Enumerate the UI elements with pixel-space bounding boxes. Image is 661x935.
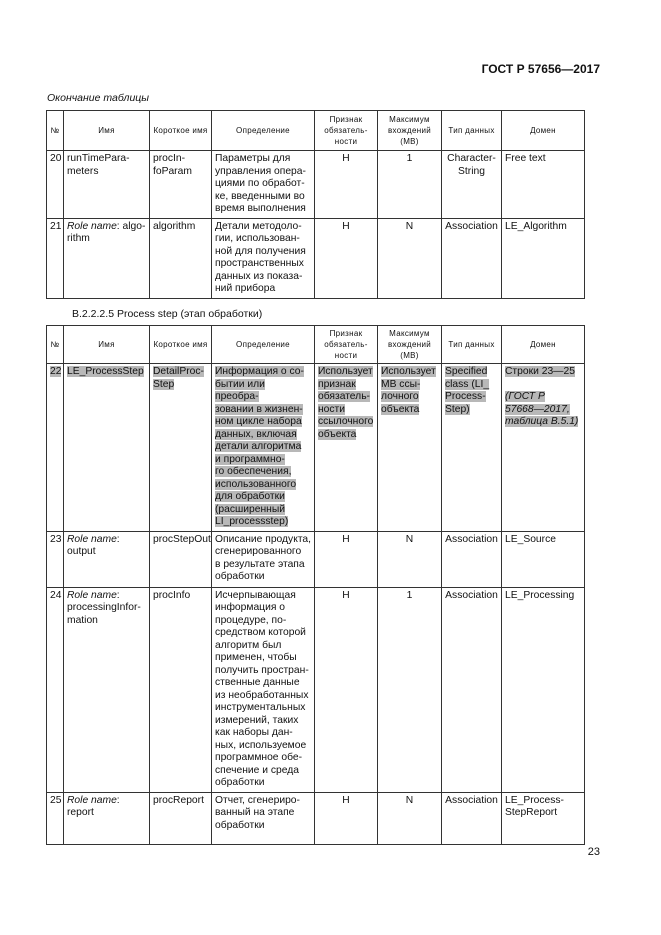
col-header-domain: Домен [502, 111, 585, 151]
highlight-text: 22 [50, 366, 62, 377]
cell-max: 1 [378, 151, 442, 219]
col-header-type: Тип данных [442, 326, 502, 364]
cell-type: Association [442, 587, 502, 792]
table-caption-end: Окончание таблицы [47, 92, 150, 104]
cell-oblig: Н [315, 792, 378, 844]
cell-short [150, 364, 212, 532]
table-row [47, 151, 585, 219]
cell-domain: LE_Processing [502, 587, 585, 792]
cell-oblig: Н [315, 531, 378, 587]
section-caption: B.2.2.2.5 Process step (этап обработки) [72, 308, 263, 320]
cell-short: procIn- foParam [150, 151, 212, 219]
cell-domain: LE_Process- StepReport [502, 792, 585, 844]
col-header-num: № [47, 111, 64, 151]
col-header-def: Определение [212, 111, 315, 151]
table-continuation [46, 110, 585, 299]
cell-type: Association [442, 218, 502, 298]
highlight-text: Использует признак обязатель- ности ссылочного объекта [318, 366, 374, 440]
cell-short: algorithm [150, 218, 212, 298]
col-header-num: № [47, 326, 64, 364]
cell-domain: LE_Algorithm [502, 218, 585, 298]
cell-short: procInfo [150, 587, 212, 792]
cell-name: runTimePara- meters [64, 151, 150, 219]
cell-type: Association [442, 792, 502, 844]
cell-oblig: Н [315, 218, 378, 298]
highlight-text: Использует МВ ссы- лочного объекта [381, 366, 436, 415]
cell-num [47, 364, 64, 532]
cell-num: 21 [47, 218, 64, 298]
cell-num: 24 [47, 587, 64, 792]
highlight-text: Строки 23—25 [505, 366, 575, 377]
cell-def: Исчерпывающая информация о процедуре, по- средством которой алгоритм был применен, чтобы получить простран- ственные данные из необработанных инструментальных измерений, таких как наборы дан- ных, используемое программное обе- спечение и среда обработки [212, 587, 315, 792]
cell-max: 1 [378, 587, 442, 792]
col-header-short: Короткое имя [150, 326, 212, 364]
role-name-label: Role name [67, 533, 117, 545]
table-row [47, 218, 585, 298]
cell-oblig [315, 364, 378, 532]
cell-name [64, 218, 150, 298]
cell-name [64, 364, 150, 532]
highlight-text: LE_ProcessStep [67, 366, 144, 377]
col-header-type: Тип данных [442, 111, 502, 151]
highlight-text: Информация о со- бытии или преобра- зовании в жизнен- ном цикле набора данных, включая детали алгоритма и программно- го обеспечения, использованного для обработки (расширенный LI_processstep) [215, 366, 304, 527]
cell-oblig: Н [315, 151, 378, 219]
cell-short: procReport [150, 792, 212, 844]
cell-max [378, 364, 442, 532]
cell-num: 25 [47, 792, 64, 844]
cell-oblig: Н [315, 587, 378, 792]
cell-short: procStepOut [150, 531, 212, 587]
table-row [47, 792, 585, 844]
cell-max: N [378, 218, 442, 298]
cell-num: 20 [47, 151, 64, 219]
highlight-text: Specified class (LI_ Process- Step) [445, 366, 490, 415]
standard-header: ГОСТ Р 57656—2017 [481, 62, 600, 76]
col-header-oblig: Признак обязатель- ности [315, 111, 378, 151]
table-header-row [47, 326, 585, 364]
col-header-oblig: Признак обязатель- ности [315, 326, 378, 364]
col-header-domain: Домен [502, 326, 585, 364]
role-name-value: : report [67, 794, 120, 818]
cell-domain: Free text [502, 151, 585, 219]
cell-domain [502, 364, 585, 532]
highlight-text: DetailProc- Step [153, 366, 204, 390]
col-header-max: Максимум вхождений (МВ) [378, 326, 442, 364]
cell-name [64, 587, 150, 792]
table-header-row [47, 111, 585, 151]
cell-max: N [378, 531, 442, 587]
table-row [47, 531, 585, 587]
col-header-name: Имя [64, 111, 150, 151]
cell-type: Character- String [442, 151, 502, 219]
table-row-highlighted [47, 364, 585, 532]
cell-domain: LE_Source [502, 531, 585, 587]
table-process-step [46, 325, 585, 845]
col-header-short: Короткое имя [150, 111, 212, 151]
cell-def: Описание продукта, сгенерированного в результате этапа обработки [212, 531, 315, 587]
role-name-label: Role name [67, 589, 117, 601]
cell-def: Параметры для управления опера- циями по обработ- ке, введенными во время выполнения [212, 151, 315, 219]
col-header-def: Определение [212, 326, 315, 364]
col-header-name: Имя [64, 326, 150, 364]
cell-num: 23 [47, 531, 64, 587]
page-number: 23 [587, 846, 600, 858]
cell-def: Отчет, сгенериро- ванный на этапе обработки [212, 792, 315, 844]
col-header-max: Максимум вхождений (МВ) [378, 111, 442, 151]
role-name-label: Role name [67, 794, 117, 806]
cell-type [442, 364, 502, 532]
role-name-value: : processingInfor- mation [67, 589, 141, 626]
role-name-value: : algo- rithm [67, 220, 146, 244]
cell-def [212, 364, 315, 532]
cell-name [64, 531, 150, 587]
cell-name [64, 792, 150, 844]
cell-type: Association [442, 531, 502, 587]
role-name-value: : output [67, 533, 120, 557]
table-row [47, 587, 585, 792]
cell-def: Детали методоло- гии, использован- ной для получения пространственных данных из показа- ний прибора [212, 218, 315, 298]
cell-max: N [378, 792, 442, 844]
highlight-text-italic: (ГОСТ Р 57668—2017, таблица В.5.1) [505, 391, 579, 427]
role-name-label: Role name [67, 220, 117, 232]
